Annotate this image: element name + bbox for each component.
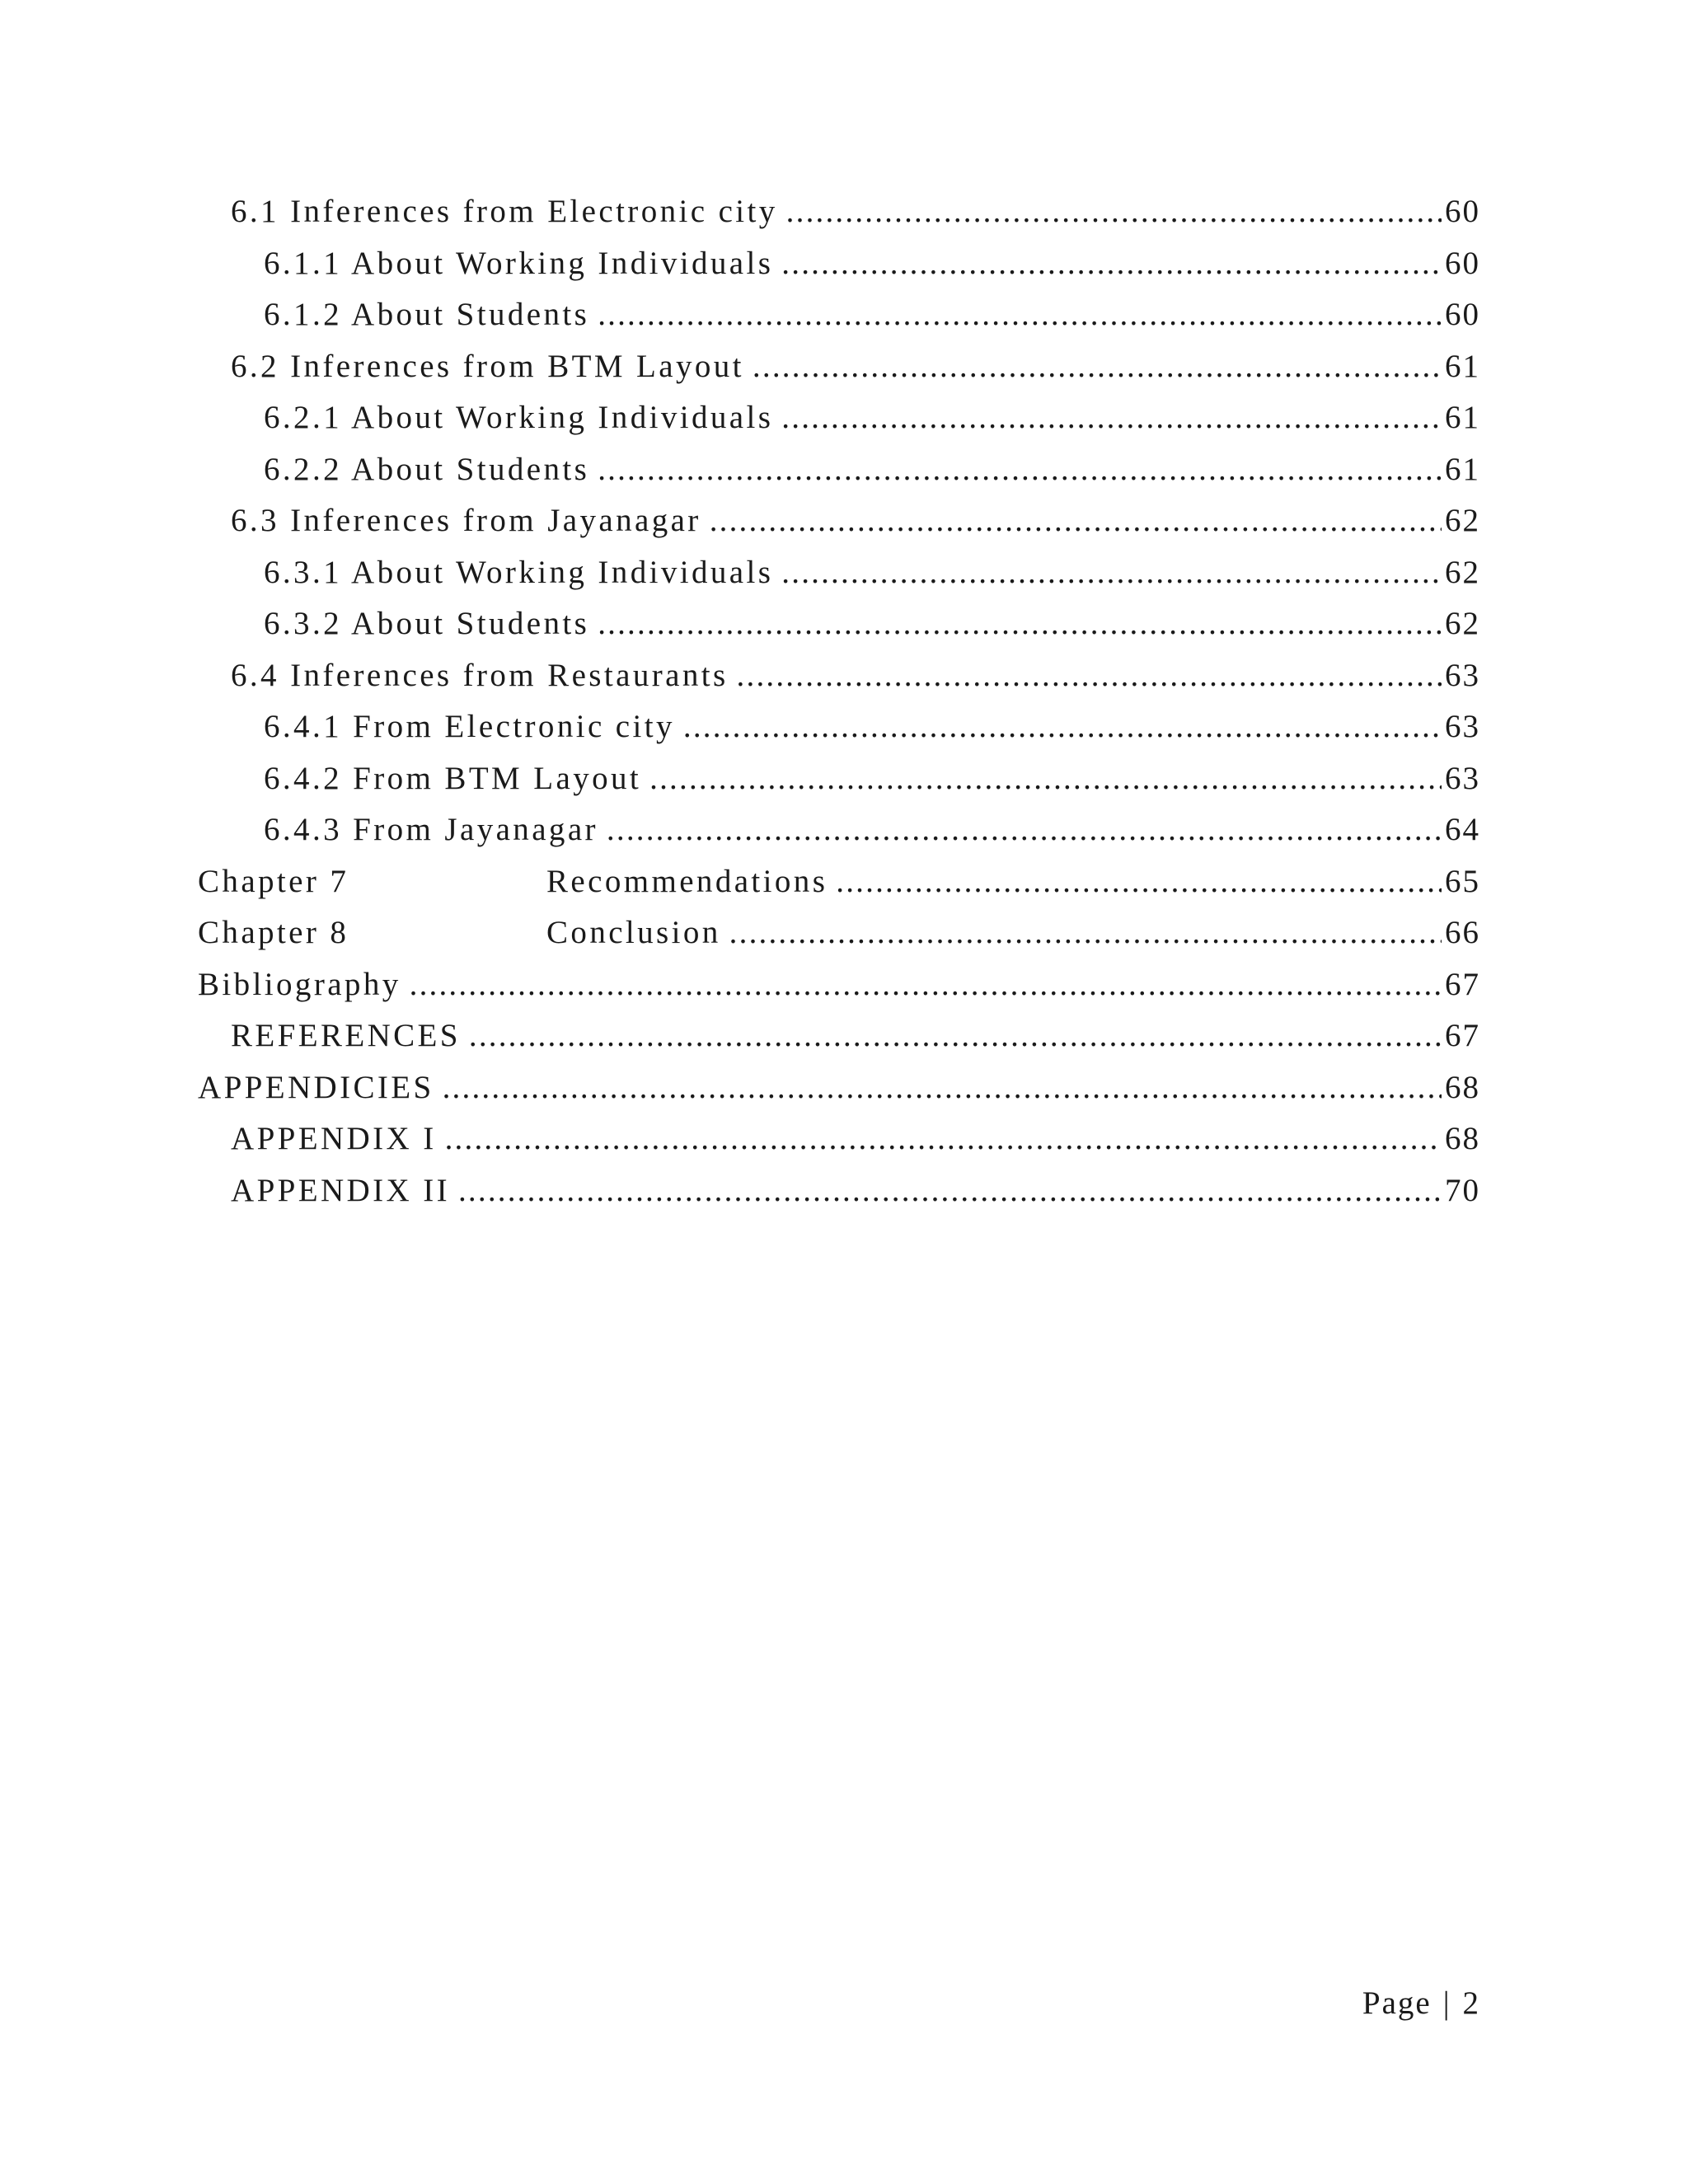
toc-entry[interactable] (198, 1017, 1480, 1069)
toc-chapter-entry[interactable] (198, 863, 1480, 915)
dot-leader (598, 296, 1442, 333)
toc-entry-title: 6.2.1 About Working Individuals (264, 400, 774, 435)
dot-leader (786, 193, 1442, 230)
toc-entry-page: 67 (1445, 1018, 1480, 1053)
dot-leader (598, 605, 1442, 642)
dot-leader (469, 1017, 1442, 1054)
toc-entry[interactable] (198, 348, 1480, 400)
toc-entry-title: 6.3 Inferences from Jayanagar (231, 503, 701, 538)
toc-chapter-label: Chapter 7 (198, 863, 349, 899)
toc-entry[interactable] (198, 554, 1480, 606)
dot-leader (410, 966, 1442, 1003)
toc-entry-title: APPENDIX I (231, 1121, 437, 1156)
toc-entry[interactable] (198, 502, 1480, 554)
toc-entry-title: Conclusion (546, 915, 721, 950)
toc-entry-page: 66 (1445, 915, 1480, 950)
toc-entry[interactable] (198, 708, 1480, 760)
toc-entry-page: 63 (1445, 760, 1480, 796)
toc-entry-title: Recommendations (546, 863, 828, 899)
dot-leader (781, 399, 1442, 436)
page-footer (1362, 1985, 1480, 2022)
page-separator: | (1442, 1985, 1451, 2021)
toc-entry-page: 62 (1445, 554, 1480, 590)
toc-chapter-entry[interactable] (198, 914, 1480, 966)
dot-leader (649, 760, 1442, 797)
toc-entry[interactable] (198, 760, 1480, 812)
toc-entry-title: 6.3.2 About Students (264, 606, 590, 641)
toc-entry-title: Bibliography (198, 966, 401, 1002)
toc-entry-page: 61 (1445, 400, 1480, 435)
toc-entry[interactable] (198, 605, 1480, 657)
dot-leader (737, 657, 1442, 694)
toc-entry-title: 6.4 Inferences from Restaurants (231, 657, 729, 693)
toc-entry[interactable] (198, 399, 1480, 451)
toc-entry-page: 68 (1445, 1121, 1480, 1156)
toc-entry-page: 70 (1445, 1172, 1480, 1208)
toc-entry-title: 6.4.1 From Electronic city (264, 709, 675, 744)
dot-leader (781, 245, 1442, 282)
toc-entry-title: 6.4.2 From BTM Layout (264, 760, 642, 796)
toc-entry[interactable] (198, 966, 1480, 1018)
toc-entry[interactable] (198, 451, 1480, 503)
toc-entry[interactable] (198, 1120, 1480, 1172)
toc-entry[interactable] (198, 1172, 1480, 1224)
dot-leader (710, 502, 1442, 539)
toc-entry-page: 62 (1445, 503, 1480, 538)
toc-entry[interactable] (198, 657, 1480, 709)
toc-entry-page: 62 (1445, 606, 1480, 641)
toc-entry-page: 60 (1445, 297, 1480, 332)
table-of-contents (198, 193, 1480, 1223)
dot-leader (607, 811, 1442, 848)
dot-leader (458, 1172, 1442, 1209)
dot-leader (729, 914, 1442, 951)
page-word: Page (1362, 1985, 1432, 2021)
toc-entry-title: 6.2 Inferences from BTM Layout (231, 348, 744, 384)
dot-leader (753, 348, 1442, 385)
toc-entry-title: 6.3.1 About Working Individuals (264, 554, 774, 590)
toc-entry-page: 65 (1445, 863, 1480, 899)
toc-entry-title: 6.4.3 From Jayanagar (264, 812, 598, 847)
toc-entry-page: 61 (1445, 451, 1480, 487)
toc-entry[interactable] (198, 245, 1480, 297)
dot-leader (836, 863, 1442, 900)
toc-entry-page: 61 (1445, 348, 1480, 384)
toc-entry-page: 64 (1445, 812, 1480, 847)
toc-entry-title: 6.1 Inferences from Electronic city (231, 194, 778, 229)
toc-entry-page: 60 (1445, 194, 1480, 229)
toc-entry-title: 6.1.2 About Students (264, 297, 590, 332)
toc-entry-page: 67 (1445, 966, 1480, 1002)
toc-entry-page: 63 (1445, 709, 1480, 744)
toc-entry-title: APPENDICIES (198, 1069, 434, 1105)
toc-entry-title: APPENDIX II (231, 1172, 450, 1208)
toc-entry-page: 63 (1445, 657, 1480, 693)
dot-leader (445, 1120, 1442, 1157)
dot-leader (781, 554, 1442, 591)
toc-entry-page: 68 (1445, 1069, 1480, 1105)
toc-chapter-label: Chapter 8 (198, 915, 349, 950)
dot-leader (683, 708, 1442, 745)
toc-entry[interactable] (198, 1069, 1480, 1121)
toc-entry-title: 6.2.2 About Students (264, 451, 590, 487)
toc-entry[interactable] (198, 296, 1480, 348)
toc-entry-page: 60 (1445, 245, 1480, 281)
toc-entry[interactable] (198, 193, 1480, 245)
toc-entry-title: 6.1.1 About Working Individuals (264, 245, 774, 281)
dot-leader (443, 1069, 1442, 1106)
toc-entry-title: REFERENCES (231, 1018, 461, 1053)
toc-entry[interactable] (198, 811, 1480, 863)
dot-leader (598, 451, 1442, 488)
page-number: 2 (1462, 1985, 1480, 2021)
